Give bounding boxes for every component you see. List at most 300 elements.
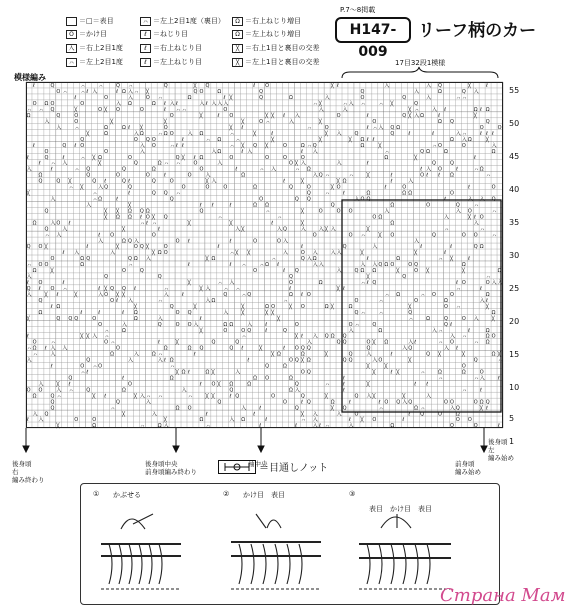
chart-stitch-symbol: ╳ (217, 381, 221, 388)
chart-stitch-symbol: Ω (104, 130, 108, 137)
chart-stitch-symbol: O (449, 291, 454, 298)
chart-stitch-symbol: Q (56, 178, 61, 185)
chart-stitch-symbol: Ω (247, 381, 252, 388)
chart-stitch-symbol: Q (402, 95, 407, 102)
chart-stitch-symbol: ℓ (193, 154, 196, 161)
chart-title: 模様編み (14, 73, 46, 82)
chart-stitch-symbol: 入 (62, 160, 68, 167)
chart-stitch-symbol: Ω (449, 172, 454, 179)
chart-stitch-symbol: ℓ (414, 339, 417, 346)
chart-stitch-symbol: ℓ (479, 387, 482, 394)
legend-item-left-purl-decrease (140, 17, 225, 26)
chart-stitch-symbol: 入 (247, 148, 253, 155)
chart-stitch-symbol: ℓ (473, 154, 476, 161)
chart-stitch-symbol: Q (473, 357, 478, 364)
chart-stitch-symbol: Q (342, 339, 347, 346)
step-3-text: 表目 かけ目 表目 (369, 505, 432, 513)
row-label: 25 (509, 284, 520, 293)
chart-stitch-symbol: ╳ (366, 363, 370, 370)
pattern-code: H147-009 (335, 17, 411, 43)
chart-stitch-symbol: ℓ (187, 238, 190, 245)
chart-stitch-symbol: ㇵ (169, 142, 175, 149)
chart-stitch-symbol: O (288, 160, 293, 167)
chart-stitch-symbol: ℓ (205, 101, 208, 108)
chart-stitch-symbol: 入 (294, 387, 300, 394)
chart-stitch-symbol: ℓ (348, 399, 351, 406)
chart-stitch-symbol: ╳ (330, 83, 334, 90)
chart-stitch-symbol: ㇵ (372, 124, 378, 131)
chart-stitch-symbol: Q (163, 214, 168, 221)
chart-stitch-symbol: ㇵ (50, 160, 56, 167)
chart-stitch-symbol: ℓ (366, 256, 369, 263)
chart-stitch-symbol: Q (420, 411, 425, 418)
chart-stitch-symbol: Q (229, 387, 234, 394)
chart-stitch-symbol: 入 (414, 89, 420, 96)
chart-stitch-symbol: ╳ (235, 250, 239, 257)
chart-stitch-symbol: Ω (384, 154, 389, 161)
chart-stitch-symbol: O (306, 184, 311, 191)
chart-stitch-symbol: ℓ (372, 136, 375, 143)
chart-stitch-symbol: ╳ (116, 291, 120, 298)
chart-stitch-symbol: ℓ (80, 309, 83, 316)
chart-stitch-symbol: 入 (426, 95, 432, 102)
chart-stitch-symbol: Ω (133, 256, 138, 263)
chart-stitch-symbol: Ω (127, 214, 132, 221)
chart-stitch-symbol: Q (139, 244, 144, 251)
chart-stitch-symbol: O (181, 184, 186, 191)
chart-stitch-symbol: 入 (26, 274, 32, 281)
chart-stitch-symbol: 入 (110, 250, 116, 257)
chart-stitch-symbol: ╳ (241, 118, 245, 125)
chart-stitch-symbol: ㇵ (50, 339, 56, 346)
chart-stitch-symbol: ╳ (396, 369, 400, 376)
right-twist-increase-icon: Ω (232, 17, 243, 26)
chart-stitch-symbol: ℓ (157, 226, 160, 233)
chart-stitch-symbol: O (479, 369, 484, 376)
chart-stitch-symbol: Q (426, 351, 431, 358)
chart-stitch-symbol: ㇵ (127, 83, 133, 90)
chart-stitch-symbol: Q (62, 142, 67, 149)
chart-stitch-symbol: O (288, 280, 293, 287)
chart-stitch-symbol: O (133, 244, 138, 251)
chart-stitch-symbol: ㇵ (104, 327, 110, 334)
chart-stitch-symbol: Ω (408, 190, 413, 197)
chart-stitch-symbol: 入 (473, 220, 479, 227)
chart-stitch-symbol: O (193, 160, 198, 167)
chart-stitch-symbol: O (74, 417, 79, 424)
chart-stitch-symbol: ╳ (116, 244, 120, 251)
chart-stitch-symbol: Q (199, 345, 204, 352)
chart-stitch-symbol: Q (127, 238, 132, 245)
chart-stitch-symbol: 入 (92, 333, 98, 340)
chart-stitch-symbol: ℓ (116, 196, 119, 203)
chart-stitch-symbol: Q (282, 226, 287, 233)
chart-stitch-symbol: Ω (253, 184, 258, 191)
chart-stitch-symbol: 入 (336, 268, 342, 275)
chart-stitch-symbol: 入 (306, 256, 312, 263)
chart-stitch-symbol: O (116, 345, 120, 352)
chart-stitch-symbol: ℓ (50, 166, 53, 173)
chart-stitch-symbol: 入 (271, 166, 277, 173)
chart-stitch-symbol: Q (122, 285, 126, 292)
chart-stitch-symbol: Q (342, 333, 347, 340)
chart-stitch-symbol: 入 (211, 148, 217, 155)
chart-stitch-symbol: ℓ (62, 250, 65, 257)
chart-stitch-symbol: Ω (491, 309, 496, 316)
chart-stitch-symbol: ╳ (378, 232, 382, 239)
chart-stitch-symbol: Ω (187, 95, 192, 102)
label-back-left-start: 後身頃 左 編み始め (488, 438, 514, 462)
chart-stitch-symbol: Ω (288, 291, 293, 298)
chart-stitch-symbol: 入 (300, 160, 306, 167)
chart-stitch-symbol: Ω (426, 148, 430, 155)
chart-stitch-symbol: Ω (223, 321, 228, 328)
chart-stitch-symbol: ╳ (259, 345, 263, 352)
chart-stitch-symbol: ㇵ (485, 274, 491, 281)
chart-stitch-symbol: ℓ (163, 172, 166, 179)
chart-stitch-symbol: ㇵ (360, 101, 366, 108)
chart-stitch-symbol: O (384, 399, 389, 406)
chart-stitch-symbol: O (151, 232, 156, 239)
chart-stitch-symbol: ℓ (139, 214, 142, 221)
chart-stitch-symbol: ╳ (402, 393, 406, 400)
chart-stitch-symbol: Q (38, 178, 43, 185)
chart-stitch-symbol: ℓ (479, 285, 482, 292)
chart-stitch-symbol: Q (342, 405, 347, 412)
chart-stitch-symbol: Ω (491, 351, 496, 358)
chart-stitch-symbol: ℓ (420, 166, 423, 173)
chart-stitch-symbol: Q (378, 262, 383, 269)
chart-stitch-symbol: ╳ (127, 202, 131, 209)
chart-stitch-symbol: 入 (86, 202, 92, 209)
chart-stitch-symbol: 入 (205, 172, 211, 179)
chart-stitch-symbol: ㇵ (80, 83, 86, 90)
chart-stitch-symbol: ℓ (163, 357, 166, 364)
chart-stitch-symbol: Q (44, 411, 49, 418)
chart-stitch-symbol: ℓ (199, 202, 202, 209)
chart-stitch-symbol: Q (86, 166, 91, 173)
chart-stitch-symbol: O (271, 393, 275, 400)
chart-stitch-symbol: 入 (336, 250, 342, 257)
chart-stitch-symbol: Q (408, 399, 413, 406)
chart-stitch-symbol: ㇵ (26, 107, 32, 114)
chart-stitch-symbol: ╳ (366, 274, 370, 281)
chart-stitch-symbol: Q (157, 321, 162, 328)
chart-stitch-symbol: 入 (479, 196, 485, 203)
chart-stitch-symbol: ℓ (485, 405, 488, 412)
chart-stitch-symbol: ╳ (205, 256, 209, 263)
chart-stitch-symbol: Ω (32, 393, 37, 400)
chart-stitch-symbol: ╳ (104, 214, 108, 221)
chart-stitch-symbol: ╳ (408, 112, 412, 119)
chart-stitch-symbol: ㇵ (157, 297, 163, 304)
chart-stitch-symbol: ℓ (217, 112, 220, 119)
chart-stitch-symbol: ╳ (300, 178, 304, 185)
chart-stitch-symbol: 入 (330, 250, 336, 257)
chart-stitch-symbol: ℓ (336, 83, 339, 90)
chart-stitch-symbol: 入 (116, 101, 122, 108)
chart-stitch-symbol: ╳ (241, 226, 245, 233)
chart-stitch-symbol: 入 (497, 280, 503, 287)
chart-stitch-symbol: ㇵ (241, 291, 247, 298)
chart-stitch-symbol: ℓ (491, 130, 494, 137)
chart-stitch-symbol: ℓ (38, 285, 41, 292)
chart-stitch-symbol: Q (80, 136, 85, 143)
chart-stitch-symbol: 入 (157, 357, 163, 364)
chart-stitch-symbol: Q (354, 309, 359, 316)
chart-stitch-symbol: ℓ (26, 154, 29, 161)
chart-stitch-symbol: ℓ (366, 160, 369, 167)
chart-stitch-symbol: Ω (32, 345, 37, 352)
chart-stitch-symbol: ╳ (44, 291, 48, 298)
chart-stitch-symbol: ℓ (229, 262, 232, 269)
chart-stitch-symbol: O (259, 118, 264, 125)
chart-stitch-symbol: O (378, 357, 383, 364)
chart-stitch-symbol: O (92, 417, 97, 424)
chart-stitch-symbol: ℓ (408, 130, 411, 137)
chart-stitch-symbol: Q (187, 309, 192, 316)
chart-stitch-symbol: ㇵ (420, 405, 426, 412)
chart-stitch-symbol: Ω (306, 357, 311, 364)
chart-stitch-symbol: Ω (282, 363, 287, 370)
chart-stitch-symbol: 入 (211, 178, 217, 185)
chart-stitch-symbol: O (151, 142, 156, 149)
chart-stitch-symbol: Ω (80, 262, 85, 269)
chart-stitch-symbol: ℓ (342, 375, 345, 382)
chart-stitch-symbol: ╳ (271, 136, 275, 143)
chart-stitch-symbol: ℓ (50, 363, 53, 370)
chart-stitch-symbol: Q (342, 357, 347, 364)
chart-stitch-symbol: Ω (372, 268, 377, 275)
chart-stitch-symbol: Ω (187, 345, 192, 352)
chart-stitch-symbol: ╳ (438, 351, 442, 358)
knitting-chart-grid (26, 82, 503, 428)
chart-stitch-symbol: ╳ (467, 83, 471, 90)
chart-stitch-symbol: 入 (426, 166, 432, 173)
chart-stitch-symbol: O (449, 190, 454, 197)
chart-stitch-symbol: Ω (366, 190, 371, 197)
chart-stitch-symbol: Ω (330, 333, 335, 340)
chart-stitch-symbol: ㇵ (306, 124, 312, 131)
chart-stitch-symbol: Q (151, 190, 156, 197)
chart-stitch-symbol: ╳ (122, 411, 126, 418)
chart-stitch-symbol: Ω (241, 417, 246, 424)
chart-stitch-symbol: 入 (432, 107, 438, 114)
chart-stitch-symbol: ╳ (104, 208, 108, 215)
chart-stitch-symbol: Ω (384, 339, 389, 346)
chart-stitch-symbol: Q (408, 345, 413, 352)
chart-stitch-symbol: Q (68, 375, 73, 382)
chart-stitch-symbol: 入 (145, 256, 151, 263)
chart-stitch-symbol: O (175, 321, 180, 328)
chart-stitch-symbol: ℓ (282, 178, 286, 185)
chart-stitch-symbol: ℓ (384, 184, 387, 191)
chart-stitch-symbol: ╳ (181, 154, 185, 161)
chart-stitch-symbol: 入 (62, 345, 68, 352)
chart-stitch-symbol: 入 (139, 148, 145, 155)
chart-stitch-symbol: O (175, 309, 180, 316)
chart-stitch-symbol: ╳ (396, 268, 400, 275)
chart-stitch-symbol: Ω (151, 166, 156, 173)
chart-stitch-symbol: ╳ (229, 95, 233, 102)
chart-stitch-symbol: 入 (229, 417, 235, 424)
chart-stitch-symbol: Q (127, 256, 132, 263)
chart-stitch-symbol: ╳ (92, 154, 96, 161)
chart-stitch-symbol: ℓ (300, 148, 303, 155)
chart-stitch-symbol: ╳ (175, 339, 179, 346)
chart-stitch-symbol: 入 (384, 83, 390, 90)
chart-stitch-symbol: ㇵ (229, 142, 235, 149)
chart-stitch-symbol: O (50, 256, 55, 263)
chart-stitch-symbol: Ω (169, 357, 174, 364)
chart-stitch-symbol: Ω (438, 118, 442, 125)
chart-stitch-symbol: O (116, 107, 120, 114)
chart-stitch-symbol: 入 (44, 118, 50, 125)
chart-stitch-symbol: 入 (324, 95, 330, 102)
chart-stitch-symbol: Ω (277, 351, 281, 358)
chart-stitch-symbol: Q (306, 345, 311, 352)
chart-stitch-symbol: ╳ (265, 142, 269, 149)
chart-stitch-symbol: Ω (265, 262, 269, 269)
chart-stitch-symbol: ╳ (479, 405, 483, 412)
chart-stitch-symbol: O (271, 303, 275, 310)
chart-stitch-symbol: Q (354, 130, 359, 137)
chart-stitch-symbol: ㇵ (229, 250, 235, 257)
chart-stitch-symbol: 入 (402, 399, 408, 406)
chart-stitch-symbol: ╳ (294, 160, 298, 167)
chart-stitch-symbol: Q (318, 172, 323, 179)
chart-stitch-symbol: Ω (360, 268, 365, 275)
chart-stitch-symbol: ╳ (265, 309, 269, 316)
chart-stitch-symbol: O (414, 268, 419, 275)
chart-stitch-symbol: ℓ (485, 130, 488, 137)
legend-item-right-cross (232, 44, 319, 53)
chart-stitch-symbol: Q (259, 95, 264, 102)
chart-stitch-symbol: ╳ (205, 178, 209, 185)
chart-stitch-symbol: ╳ (86, 333, 90, 340)
chart-stitch-symbol: Q (217, 399, 222, 406)
chart-stitch-symbol: 入 (414, 238, 420, 245)
chart-stitch-symbol: ℓ (378, 399, 381, 406)
chart-stitch-symbol: 入 (426, 393, 432, 400)
chart-stitch-symbol: O (294, 321, 299, 328)
chart-stitch-symbol: ╳ (408, 303, 412, 310)
chart-stitch-symbol: 入 (336, 130, 342, 137)
chart-stitch-symbol: 入 (491, 280, 497, 287)
chart-stitch-symbol: ㇵ (175, 190, 181, 197)
row-label: 5 (509, 414, 515, 423)
chart-stitch-symbol: ℓ (116, 297, 119, 304)
chart-stitch-symbol: Q (294, 268, 299, 275)
chart-stitch-symbol: O (288, 357, 293, 364)
chart-stitch-symbol: Ω (396, 256, 401, 263)
chart-stitch-symbol: ╳ (80, 184, 84, 191)
legend-label: ＝左上2目1度 (79, 58, 123, 66)
chart-stitch-symbol: 入 (193, 321, 199, 328)
chart-stitch-symbol: 入 (235, 226, 241, 233)
chart-stitch-symbol: O (253, 238, 258, 245)
chart-stitch-symbol: Q (402, 112, 407, 119)
chart-stitch-symbol: Ω (122, 387, 126, 394)
chart-stitch-symbol: O (265, 83, 270, 90)
chart-stitch-symbol: Ω (199, 154, 204, 161)
legend-item-left-decrease (66, 58, 123, 67)
chart-stitch-symbol: O (372, 118, 377, 125)
chart-stitch-symbol: 入 (443, 214, 449, 221)
chart-stitch-symbol: O (449, 339, 454, 346)
chart-stitch-symbol: ㇵ (56, 393, 62, 400)
chart-stitch-symbol: O (318, 208, 323, 215)
chart-stitch-symbol: Q (151, 178, 156, 185)
chart-stitch-symbol: ㇵ (181, 107, 187, 114)
chart-stitch-symbol: Q (26, 244, 31, 251)
chart-stitch-symbol: Q (259, 89, 264, 96)
chart-stitch-symbol: ㇵ (324, 423, 330, 430)
chart-stitch-symbol: O (80, 363, 85, 370)
chart-stitch-symbol: Ω (139, 130, 144, 137)
chart-stitch-symbol: Q (110, 285, 115, 292)
chart-stitch-symbol: 入 (277, 226, 283, 233)
chart-stitch-symbol: 入 (74, 250, 80, 257)
chart-stitch-symbol: Q (473, 244, 478, 251)
chart-stitch-symbol: ℓ (366, 124, 369, 131)
legend-item-right-decrease (66, 44, 123, 53)
chart-stitch-symbol: ℓ (181, 136, 184, 143)
chart-stitch-symbol: ㇵ (378, 309, 384, 316)
chart-stitch-symbol: Q (414, 101, 419, 108)
chart-stitch-symbol: 入 (318, 107, 324, 114)
chart-stitch-symbol: ╳ (491, 315, 495, 322)
chart-stitch-symbol: 入 (306, 339, 312, 346)
chart-stitch-symbol: O (44, 262, 49, 269)
chart-stitch-symbol: ℓ (163, 101, 166, 108)
chart-stitch-symbol: O (438, 166, 442, 173)
chart-stitch-symbol: ╳ (86, 130, 90, 137)
row-label: 30 (509, 251, 520, 260)
chart-stitch-symbol: Q (199, 208, 204, 215)
chart-stitch-symbol: O (50, 285, 55, 292)
chart-stitch-symbol: ㇵ (443, 226, 449, 233)
chart-stitch-symbol: O (390, 232, 395, 239)
chart-stitch-symbol: Q (306, 196, 311, 203)
chart-stitch-symbol: Ω (342, 178, 347, 185)
chart-stitch-symbol: O (122, 268, 126, 275)
chart-stitch-symbol: 入 (50, 351, 56, 358)
chart-stitch-symbol: O (443, 303, 448, 310)
chart-stitch-symbol: 入 (199, 101, 205, 108)
chart-stitch-symbol: ℓ (414, 381, 417, 388)
chart-stitch-symbol: O (169, 178, 174, 185)
chart-stitch-symbol: O (127, 381, 132, 388)
chart-stitch-symbol: ㇵ (169, 363, 175, 370)
chart-stitch-symbol: ╳ (271, 351, 275, 358)
chart-stitch-symbol: 入 (187, 130, 193, 137)
chart-stitch-symbol: ℓ (247, 357, 250, 364)
chart-stitch-symbol: ╳ (265, 112, 269, 119)
chart-stitch-symbol: O (390, 262, 395, 269)
chart-stitch-symbol: ℓ (438, 172, 441, 179)
chart-stitch-symbol: ╳ (300, 357, 304, 364)
chart-stitch-symbol: 入 (205, 297, 211, 304)
chart-stitch-symbol: ╳ (104, 107, 108, 114)
chart-stitch-symbol: O (229, 154, 234, 161)
chart-stitch-symbol: ℓ (342, 190, 345, 197)
chart-stitch-symbol: 入 (247, 321, 253, 328)
chart-stitch-symbol: ╳ (163, 417, 167, 424)
chart-stitch-symbol: O (163, 124, 168, 131)
chart-stitch-symbol: ℓ (259, 405, 262, 412)
chart-stitch-symbol: Q (288, 184, 293, 191)
